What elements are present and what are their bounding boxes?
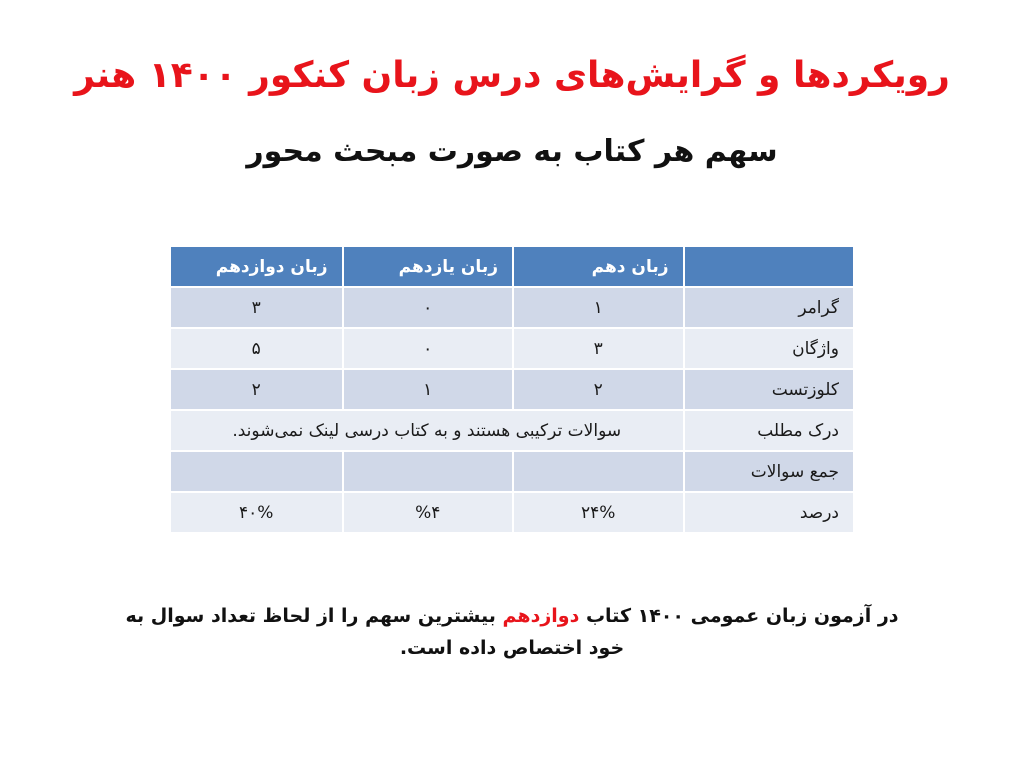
- conclusion-note: [110, 600, 914, 664]
- table-row: [171, 288, 853, 329]
- table-row: [171, 493, 853, 534]
- table-row: [171, 411, 853, 452]
- cell-value: ۰: [342, 288, 513, 329]
- slide-title: رویکردها و گرایش‌های درس زبان کنکور ۱۴۰۰ هنر: [74, 55, 950, 96]
- table-row: [171, 370, 853, 411]
- header-cell-empty: [683, 247, 854, 288]
- book-share-table: [171, 247, 853, 534]
- cell-value: ۲: [512, 370, 683, 411]
- cell-value: ۳: [512, 329, 683, 370]
- cell-value: ۵: [171, 329, 342, 370]
- merged-cell-note: سوالات ترکیبی هستند و به کتاب درسی لینک نمی‌شوند.: [171, 411, 683, 452]
- row-label-percent: درصد: [683, 493, 854, 534]
- cell-value: [342, 452, 513, 493]
- slide-subtitle: سهم هر کتاب به صورت مبحث محور: [246, 134, 778, 169]
- cell-value: [512, 452, 683, 493]
- cell-value: ۲۴%: [512, 493, 683, 534]
- cell-value: ۴۰%: [171, 493, 342, 534]
- row-label-cloze-test: کلوزتست: [683, 370, 854, 411]
- cell-value: [171, 452, 342, 493]
- note-highlight: دوازدهم: [502, 605, 580, 627]
- note-text-after: بیشترین سهم را از لحاظ تعداد سوال به خود اختصاص داده است.: [125, 605, 625, 659]
- cell-value: ۲: [171, 370, 342, 411]
- cell-value: ۰: [342, 329, 513, 370]
- header-cell-grade12: زبان دوازدهم: [171, 247, 342, 288]
- cell-value: ۱: [342, 370, 513, 411]
- header-cell-grade11: زبان یازدهم: [342, 247, 513, 288]
- header-cell-grade10: زبان دهم: [512, 247, 683, 288]
- row-label-vocabulary: واژگان: [683, 329, 854, 370]
- table-header-row: [171, 247, 853, 288]
- cell-value: ۱: [512, 288, 683, 329]
- cell-value: %۴: [342, 493, 513, 534]
- table-row: [171, 452, 853, 493]
- cell-value: ۳: [171, 288, 342, 329]
- table-row: [171, 329, 853, 370]
- row-label-total-questions: جمع سوالات: [683, 452, 854, 493]
- row-label-grammar: گرامر: [683, 288, 854, 329]
- row-label-reading: درک مطلب: [683, 411, 854, 452]
- note-text-before: در آزمون زبان عمومی ۱۴۰۰ کتاب: [579, 605, 899, 627]
